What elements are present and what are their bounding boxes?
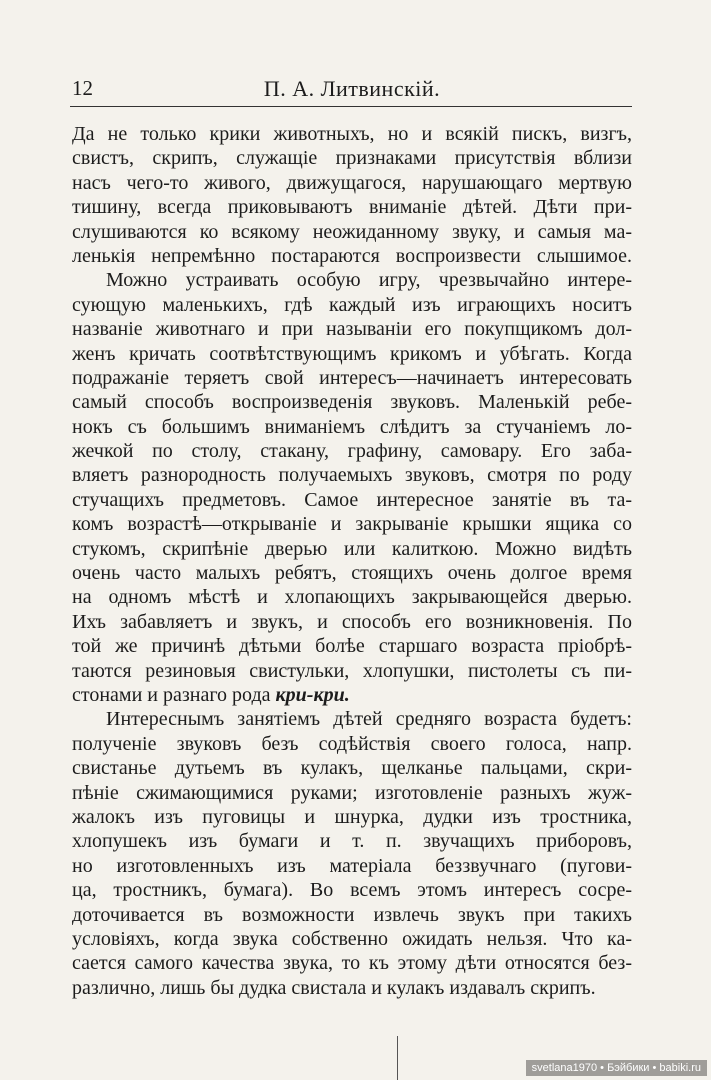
text-line-lead: стонами и разнаго рода: [72, 683, 276, 706]
text-line: нокъ съ большимъ вниманіемъ слѣдитъ за стучаніемъ ло-: [72, 415, 632, 438]
watermark: svetlana1970 • Бэйбики • babiki.ru: [526, 1060, 707, 1076]
text-line: полученіе звуковъ безъ содѣйствія своего голоса, напр.: [72, 732, 632, 755]
text-line: сается самого качества звука, то къ этому дѣти относятся без-: [72, 952, 632, 975]
text-line: таются резиновыя свистульки, хлопушки, пистолеты съ пи-: [72, 659, 632, 682]
text-line: но изготовленныхъ изъ матеріала беззвучнаго (пугови-: [72, 854, 632, 877]
header-rule: [70, 106, 632, 107]
text-line: пѣніе сжимающимися руками; изготовленіе разныхъ жуж-: [72, 781, 632, 804]
text-line: условіяхъ, когда звука собственно ожидать нельзя. Что ка-: [72, 927, 632, 950]
page-number: 12: [72, 76, 93, 100]
text-line: различно, лишь бы дудка свистала и кулакъ издавалъ скрипъ.: [72, 976, 596, 999]
text-line: ленькія непремѣнно постараются воспроизвести слышимое.: [72, 244, 632, 267]
text-line: Ихъ забавляетъ и звукъ, и способъ его возникновенія. По: [72, 610, 632, 633]
text-line: жалокъ изъ пуговицы и шнурка, дудки изъ тростника,: [72, 805, 632, 828]
page-header: [72, 76, 632, 102]
text-line: хлопушекъ изъ бумаги и т. п. звучащихъ приборовъ,: [72, 830, 632, 853]
text-line: стукомъ, скрипѣніе дверью или калиткою. Можно видѣть: [72, 537, 632, 560]
text-line: названіе животнаго и при называніи его покупщикомъ дол-: [72, 318, 632, 341]
text-line: тишину, всегда приковываютъ вниманіе дѣтей. Дѣти при-: [72, 196, 632, 219]
text-line: комъ возрастѣ—открываніе и закрываніе крышки ящика со: [72, 513, 632, 536]
text-line: очень часто малыхъ ребятъ, стоящихъ очень долгое время: [72, 562, 632, 585]
text-line: вляетъ разнородность получаемыхъ звуковъ, смотря по роду: [72, 464, 632, 487]
text-line: той же причинѣ дѣтьми болѣе старшаго возраста пріобрѣ-: [72, 635, 632, 658]
text-line: самый способъ воспроизведенія звуковъ. Маленькій ребе-: [72, 391, 632, 414]
text-line: на одномъ мѣстѣ и хлопающихъ закрывающейся дверью.: [72, 586, 632, 609]
body-text: [72, 122, 632, 1000]
text-line: доточивается въ возможности извлечь звукъ при такихъ: [72, 903, 632, 926]
running-head: П. А. Литвинскій.: [263, 76, 441, 101]
text-line: подражаніе теряетъ свой интересъ—начинаетъ интересовать: [72, 366, 632, 389]
emphasized-term: кри-кри.: [275, 683, 350, 706]
gutter-mark: [397, 1036, 398, 1080]
text-line: сующую маленькихъ, гдѣ каждый изъ играющихъ носитъ: [72, 293, 632, 316]
text-line: стучащихъ предметовъ. Самое интересное занятіе въ та-: [72, 488, 632, 511]
text-line: Можно устраивать особую игру, чрезвычайно интере-: [106, 269, 632, 292]
text-line: ца, тростникъ, бумага). Во всемъ этомъ интересъ сосре-: [72, 879, 632, 902]
text-line-last: [72, 683, 632, 707]
text-line: Интереснымъ занятіемъ дѣтей средняго возраста будетъ:: [106, 708, 632, 731]
text-line: жечкой по столу, стакану, графину, самовару. Его заба-: [72, 440, 632, 463]
text-line: свистъ, скрипъ, служащіе признаками присутствія вблизи: [72, 147, 632, 170]
text-line: насъ чего-то живого, движущагося, нарушающаго мертвую: [72, 171, 632, 194]
text-line: свистанье дутьемъ въ кулакъ, щелканье пальцами, скри-: [72, 757, 632, 780]
text-line: слушиваются ко всякому неожиданному звуку, и самыя ма-: [72, 220, 632, 243]
text-line: женъ кричать соотвѣтствующимъ крикомъ и убѣгать. Когда: [72, 342, 632, 365]
text-line: Да не только крики животныхъ, но и всякій пискъ, визгъ,: [72, 123, 632, 145]
